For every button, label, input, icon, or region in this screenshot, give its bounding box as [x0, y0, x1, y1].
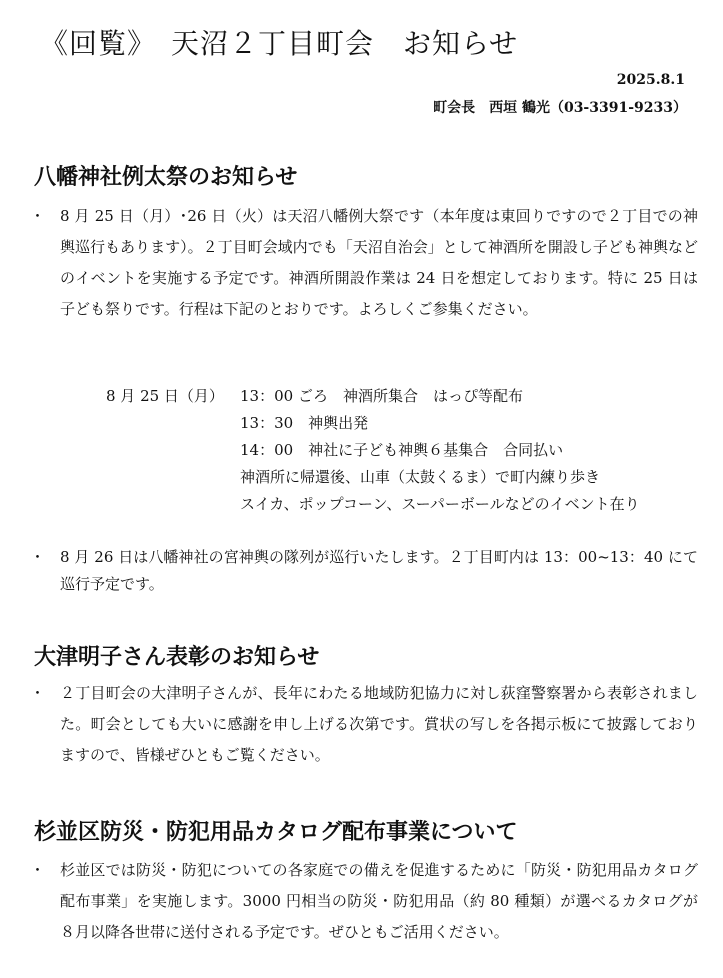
schedule-row: [106, 491, 640, 518]
paragraph-festival: 8 月 25 日（月）･26 日（火）は天沼八幡例大祭です（本年度は東回りですので２丁目での神輿巡行もあります）。２丁目町会域内でも「天沼自治会」として神酒所を開設し子ども神輿などのイベントを実施する予定です。神酒所開設作業は 24 日を想定しております。特に 25 日は子ども祭りです。行程は下記のとおりです。よろしくご参集ください。: [60, 207, 698, 318]
schedule-row: [106, 383, 640, 410]
list-item: [30, 678, 698, 771]
list-item: [30, 201, 698, 325]
list-item: [30, 855, 698, 948]
section-heading-award: 大津明子さん表彰のお知らせ: [34, 645, 320, 670]
issue-date: 2025.8.1: [616, 72, 685, 88]
schedule-line: 13：30 神輿出発: [240, 414, 369, 432]
paragraph-catalog: 杉並区では防災・防犯についての各家庭での備えを促進するために「防災・防犯用品カタログ配布事業」を実施します。3000 円相当の防災・防犯用品（約 80 種類）が選べるカタログが８月以降各世帯に送付される予定です。ぜひともご活用ください。: [60, 861, 698, 941]
bullet-marker: ・: [30, 684, 46, 702]
schedule-row: [106, 437, 640, 464]
paragraph-procession: 8 月 26 日は八幡神社の宮神輿の隊列が巡行いたします。２丁目町内は 13：00~13：40 にて巡行予定です。: [60, 548, 698, 593]
section-heading-catalog: 杉並区防災・防犯用品カタログ配布事業について: [34, 820, 518, 845]
schedule-line: 神酒所に帰還後、山車（太鼓くるま）で町内練り歩き: [240, 468, 601, 486]
author-line: 町会長 西垣 鶴光（03-3391-9233）: [433, 100, 687, 116]
schedule-line: 14：00 神社に子ども神輿６基集合 合同払い: [240, 441, 564, 459]
festival-schedule: [106, 383, 640, 518]
bullet-marker: ・: [30, 861, 46, 879]
schedule-line: スイカ、ポップコーン、スーパーボールなどのイベント在り: [240, 495, 640, 513]
bullet-marker: ・: [30, 548, 46, 566]
page-title: 《回覧》 天沼２丁目町会 お知らせ: [40, 27, 519, 60]
bullet-marker: ・: [30, 207, 46, 225]
section-heading-festival: 八幡神社例太祭のお知らせ: [34, 165, 298, 190]
schedule-row: [106, 410, 640, 437]
schedule-day: 8 月 25 日（月）: [106, 387, 224, 405]
schedule-line: 13：00 ごろ 神酒所集合 はっぴ等配布: [240, 387, 523, 405]
list-item: [30, 544, 698, 598]
paragraph-award: ２丁目町会の大津明子さんが、長年にわたる地域防犯協力に対し荻窪警察署から表彰されました。町会としても大いに感謝を申し上げる次第です。賞状の写しを各掲示板にて披露しておりますので、皆様ぜひともご覧ください。: [60, 684, 698, 764]
schedule-row: [106, 464, 640, 491]
